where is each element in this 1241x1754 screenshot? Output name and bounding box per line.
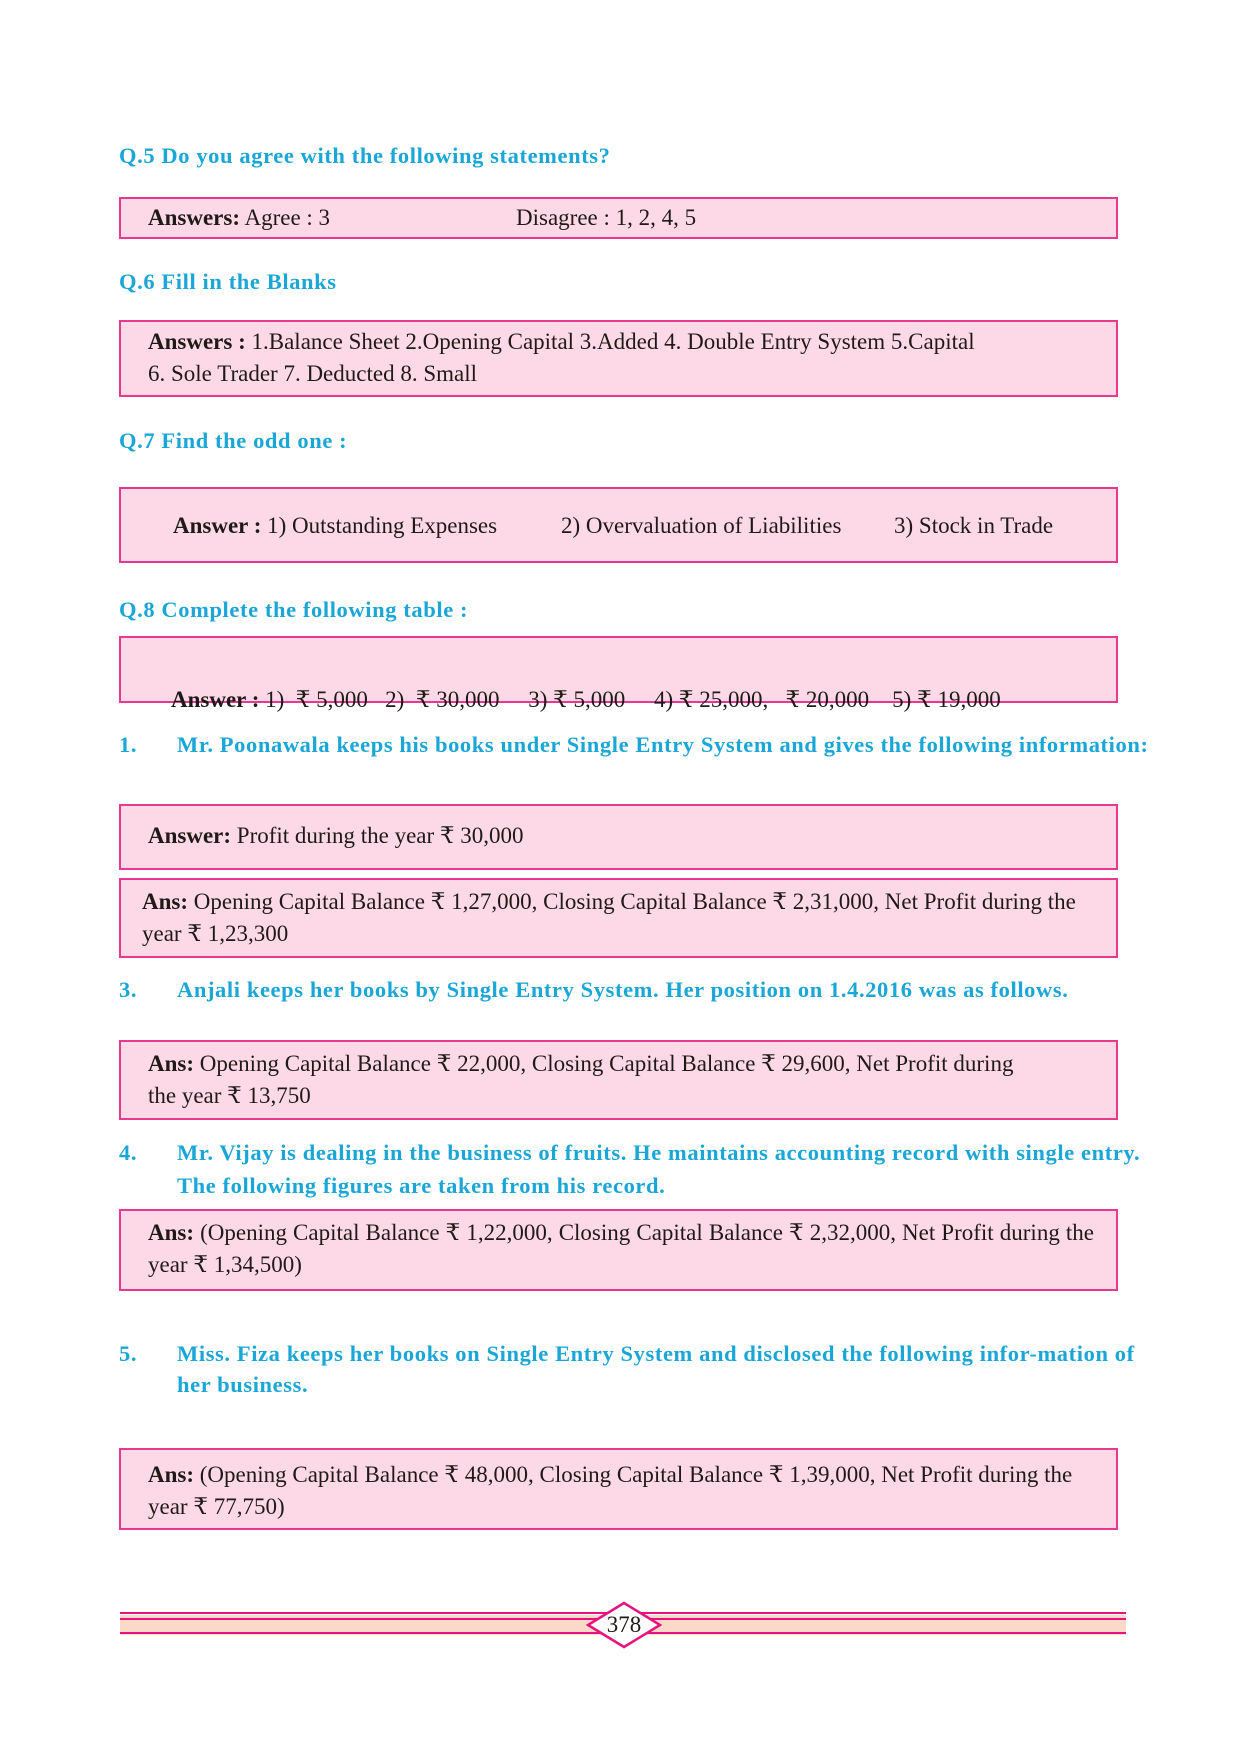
problem-5-answer-label: Ans: [148, 1462, 195, 1487]
problem-4-answer-box [119, 1209, 1118, 1291]
q7-item3: 3) Stock in Trade [894, 513, 1054, 538]
problem-2-answer-box [119, 878, 1118, 958]
problem-3-answer: Opening Capital Balance ₹ 22,000, Closing Capital Balance ₹ 29,600, Net Profit during the year ₹ 13,750 [148, 1051, 1014, 1108]
q5-disagree: Disagree : 1, 2, 4, 5 [516, 205, 697, 230]
problem-1-answer: Profit during the year ₹ 30,000 [231, 823, 524, 848]
problem-5-text: Miss. Fiza keeps her books on Single Entry System and disclosed the following infor-mation of her business. [177, 1341, 1135, 1397]
problem-3-answer-label: Ans: [148, 1051, 195, 1076]
q8-answer-text: 1) ₹ 5,000 2) ₹ 30,000 3) ₹ 5,000 4) ₹ 25,000, ₹ 20,000 5) ₹ 19,000 [259, 687, 1001, 712]
problem-3-heading [119, 975, 1117, 1004]
problem-5-answer-box [119, 1448, 1118, 1530]
q7-answer-box [119, 487, 1118, 563]
q5-answer-box [119, 197, 1118, 239]
problem-4-heading [119, 1136, 1149, 1202]
problem-2-answer-label: Ans: [142, 889, 189, 914]
problem-3-answer-box [119, 1040, 1118, 1120]
problem-3-number: 3. [119, 977, 138, 1002]
problem-1-answer-box [119, 804, 1118, 870]
problem-2-answer: Opening Capital Balance ₹ 1,27,000, Closing Capital Balance ₹ 2,31,000, Net Profit during the year ₹ 1,23,300 [142, 889, 1076, 946]
q8-answer-label: Answer : [171, 687, 260, 712]
problem-4-text: Mr. Vijay is dealing in the business of fruits. He maintains accounting record with single entry. The following figures are taken from his record. [177, 1140, 1141, 1198]
page-footer [120, 1605, 1126, 1645]
problem-3-text: Anjali keeps her books by Single Entry System. Her position on 1.4.2016 was as follows. [177, 977, 1069, 1002]
q5-answer-label: Answers: [148, 205, 240, 230]
q7-answer-label: Answer : [173, 513, 262, 538]
problem-1-answer-label: Answer: [148, 823, 232, 848]
q8-answer-box [119, 636, 1118, 712]
q6-answer-line1: 1.Balance Sheet 2.Opening Capital 3.Added 4. Double Entry System 5.Capital [245, 329, 975, 354]
problem-4-answer: (Opening Capital Balance ₹ 1,22,000, Closing Capital Balance ₹ 2,32,000, Net Profit during the year ₹ 1,34,500) [148, 1220, 1094, 1277]
problem-1-text: Mr. Poonawala keeps his books under Single Entry System and gives the following information: [177, 732, 1149, 757]
q7-item2: 2) Overvaluation of Liabilities [561, 513, 842, 538]
q6-answer-box [119, 320, 1118, 397]
q7-item1: 1) Outstanding Expenses [261, 513, 498, 538]
q8-heading: Q.8 Complete the following table : [119, 597, 469, 622]
problem-4-number: 4. [119, 1140, 138, 1165]
problem-4-answer-label: Ans: [148, 1220, 195, 1245]
q7-heading: Q.7 Find the odd one : [119, 428, 348, 453]
q6-answer-label: Answers : [148, 329, 246, 354]
q6-answer-line2: 6. Sole Trader 7. Deducted 8. Small [148, 361, 477, 386]
q5-agree: Agree : 3 [240, 205, 331, 230]
page-number-badge [586, 1601, 662, 1649]
page-number: 378 [606, 1612, 642, 1637]
problem-1-heading [119, 729, 1149, 760]
problem-5-number: 5. [119, 1341, 138, 1366]
problem-1-number: 1. [119, 732, 138, 757]
problem-5-heading [119, 1338, 1169, 1400]
q5-heading: Q.5 Do you agree with the following statements? [119, 143, 611, 168]
q6-heading: Q.6 Fill in the Blanks [119, 269, 337, 294]
problem-5-answer: (Opening Capital Balance ₹ 48,000, Closing Capital Balance ₹ 1,39,000, Net Profit during the year ₹ 77,750) [148, 1462, 1073, 1519]
